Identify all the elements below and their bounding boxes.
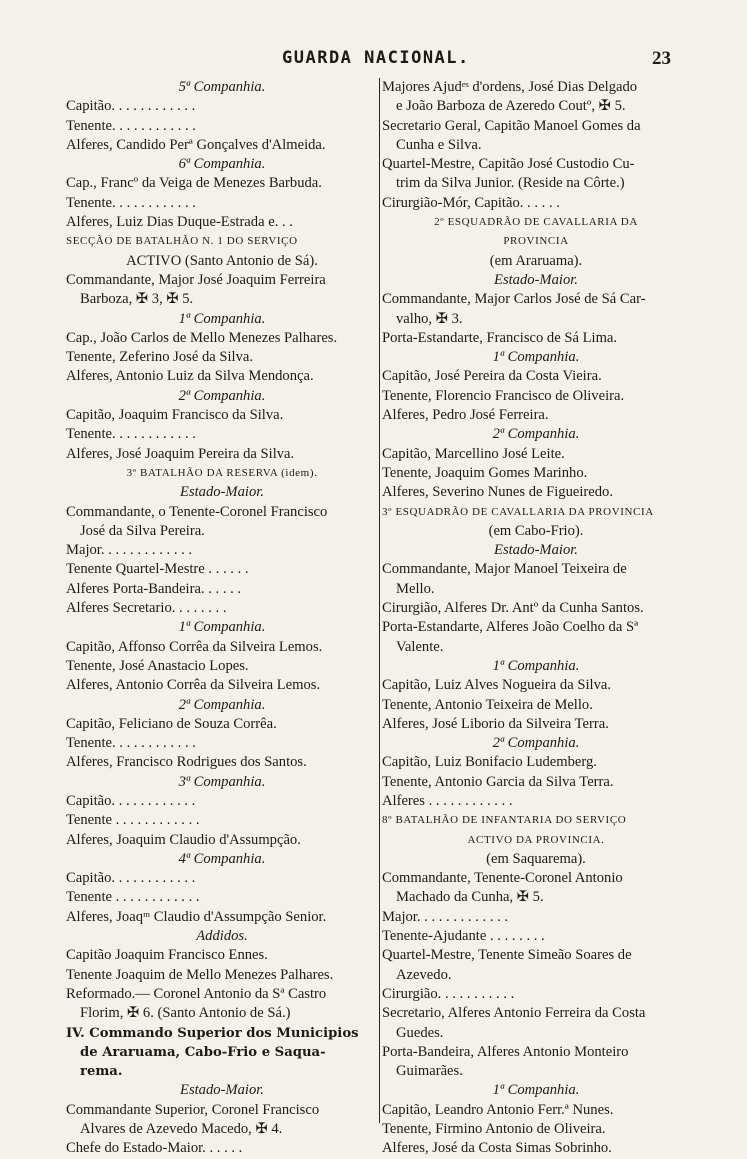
left-column-line: Tenente. . . . . . . . . . . . xyxy=(66,117,196,134)
right-column-line: 1ª Companhia. xyxy=(492,657,580,674)
right-column-line: 2ª Companhia. xyxy=(492,426,580,443)
left-column-line: Alferes, Candido Perª Gonçalves d'Almeida. xyxy=(66,136,326,153)
right-column-line: PROVINCIA xyxy=(503,235,569,248)
right-column-line: Commandante, Major Manoel Teixeira de xyxy=(382,561,627,578)
left-column-line: Major. . . . . . . . . . . . . xyxy=(66,542,193,559)
right-column-line: Porta-Estandarte, Francisco de Sá Lima. xyxy=(382,329,618,346)
page-number: 23 xyxy=(652,48,671,69)
left-column-line: 2ª Companhia. xyxy=(178,387,266,404)
right-column-line: Major. . . . . . . . . . . . . xyxy=(382,908,509,925)
left-column-line: Alferes Porta-Bandeira. . . . . . xyxy=(66,580,242,597)
left-column-line: Alferes, Francisco Rodrigues dos Santos. xyxy=(66,754,307,771)
right-column-line: Alferes, Severino Nunes de Figueiredo. xyxy=(382,484,614,501)
right-column-line: Quartel-Mestre, Tenente Simeão Soares de xyxy=(382,947,632,964)
left-column-line: 3º BATALHÃO DA RESERVA (idem). xyxy=(126,466,318,479)
right-column-line: Mello. xyxy=(396,580,435,597)
right-column-line: Secretario, Alferes Antonio Ferreira da Costa xyxy=(382,1005,646,1022)
right-column-line: Estado-Maior. xyxy=(494,542,578,559)
right-column-line: Alferes, José da Costa Simas Sobrinho. xyxy=(382,1140,612,1157)
left-column-line: IV. Commando Superior dos Municipios xyxy=(66,1025,359,1041)
left-column-line: Tenente . . . . . . . . . . . . xyxy=(66,812,200,829)
left-column-line: Chefe do Estado-Maior. . . . . . xyxy=(66,1140,243,1157)
column-divider xyxy=(379,78,380,1123)
left-column-line: Alferes, Antonio Luiz da Silva Mendonça. xyxy=(66,368,314,385)
right-column-line: 1ª Companhia. xyxy=(492,1082,580,1099)
right-column-line: Machado da Cunha, ✠ 5. xyxy=(396,889,544,906)
left-column-line: Cap., João Carlos de Mello Menezes Palhares. xyxy=(66,329,338,346)
left-column-line: Tenente, José Anastacio Lopes. xyxy=(66,657,249,674)
right-column-line: Valente. xyxy=(396,638,444,655)
right-column-line: Capitão, Leandro Antonio Ferr.ª Nunes. xyxy=(382,1101,614,1118)
left-column xyxy=(66,78,378,1157)
right-column-line: e João Barboza de Azeredo Coutº, ✠ 5. xyxy=(396,98,626,115)
left-column-line: 3ª Companhia. xyxy=(178,773,266,790)
right-column-line: 2º ESQUADRÃO DE CAVALLARIA DA xyxy=(434,216,638,229)
left-column-line: Capitão Joaquim Francisco Ennes. xyxy=(66,947,268,964)
left-column-line: Addidos. xyxy=(196,928,248,945)
left-column-line: Tenente. . . . . . . . . . . . xyxy=(66,426,196,443)
left-column-line: Capitão. . . . . . . . . . . . xyxy=(66,870,196,887)
right-column-line: Tenente, Antonio Teixeira de Mello. xyxy=(382,696,593,713)
right-column-line: Alferes, Pedro José Ferreira. xyxy=(382,407,549,424)
right-column-line: (em Araruama). xyxy=(489,252,583,269)
right-column-line: Capitão, Luiz Alves Nogueira da Silva. xyxy=(382,677,611,694)
left-column-line: Alferes, Joaqᵐ Claudio d'Assumpção Senior. xyxy=(66,908,327,925)
right-column-line: Alferes, José Liborio da Silveira Terra. xyxy=(382,715,609,732)
left-column-line: 4ª Companhia. xyxy=(178,850,266,867)
left-column-line: Capitão. . . . . . . . . . . . xyxy=(66,98,196,115)
left-column-line: 6ª Companhia. xyxy=(178,156,266,173)
left-column-line: Alferes Secretario. . . . . . . . xyxy=(66,600,227,617)
left-column-line: Capitão, Feliciano de Souza Corrêa. xyxy=(66,715,277,732)
left-column-line: Alvares de Azevedo Macedo, ✠ 4. xyxy=(80,1121,283,1138)
right-column-line: valho, ✠ 3. xyxy=(396,310,463,327)
left-column-line: Reformado.— Coronel Antonio da Sª Castro xyxy=(66,985,327,1002)
right-column-line: Tenente-Ajudante . . . . . . . . xyxy=(382,928,545,945)
right-column-line: Capitão, José Pereira da Costa Vieira. xyxy=(382,368,602,385)
right-column-line: Estado-Maior. xyxy=(494,271,578,288)
left-column-line: Alferes, Joaquim Claudio d'Assumpção. xyxy=(66,831,301,848)
right-column-line: Capitão, Marcellino José Leite. xyxy=(382,445,565,462)
right-column xyxy=(382,78,690,1157)
right-column-line: Azevedo. xyxy=(396,966,452,983)
left-column-line: ACTIVO (Santo Antonio de Sá). xyxy=(126,252,318,269)
right-column-line: Commandante, Tenente-Coronel Antonio xyxy=(382,870,623,887)
right-column-line: 3º ESQUADRÃO DE CAVALLARIA DA PROVINCIA xyxy=(382,505,654,518)
right-column-line: Cirurgião. . . . . . . . . . . xyxy=(382,985,515,1002)
left-column-line: Tenente Quartel-Mestre . . . . . . xyxy=(66,561,249,578)
right-column-line: Quartel-Mestre, Capitão José Custodio Cu- xyxy=(382,156,635,173)
left-column-line: Tenente. . . . . . . . . . . . xyxy=(66,194,196,211)
right-column-line: trim da Silva Junior. (Reside na Côrte.) xyxy=(396,175,625,192)
right-column-line: Capitão, Luiz Bonifacio Ludemberg. xyxy=(382,754,597,771)
left-column-line: Alferes, Antonio Corrêa da Silveira Lemos. xyxy=(66,677,321,694)
right-column-line: Porta-Estandarte, Alferes João Coelho da Sª xyxy=(382,619,639,636)
left-column-line: Capitão. . . . . . . . . . . . xyxy=(66,792,196,809)
right-column-line: Porta-Bandeira, Alferes Antonio Monteiro xyxy=(382,1043,629,1060)
right-column-line: (em Saquarema). xyxy=(486,850,586,867)
right-column-line: Alferes . . . . . . . . . . . . xyxy=(382,792,513,809)
left-column-line: Tenente Joaquim de Mello Menezes Palhares. xyxy=(66,966,334,983)
left-column-line: Tenente, Zeferino José da Silva. xyxy=(66,349,254,366)
left-column-line: Barboza, ✠ 3, ✠ 5. xyxy=(80,291,194,308)
left-column-line: 1ª Companhia. xyxy=(178,310,266,327)
left-column-line: 5ª Companhia. xyxy=(178,79,266,95)
right-column-line: Cunha e Silva. xyxy=(396,136,482,153)
left-column-line: Alferes, José Joaquim Pereira da Silva. xyxy=(66,445,295,462)
left-column-line: Estado-Maior. xyxy=(180,484,264,501)
right-column-line: Tenente, Firmino Antonio de Oliveira. xyxy=(382,1121,606,1138)
left-column-line: Alferes, Luiz Dias Duque-Estrada e. . . xyxy=(66,214,293,231)
left-column-line: Commandante, o Tenente-Coronel Francisco xyxy=(66,503,328,520)
left-column-line: de Araruama, Cabo-Frio e Saqua- xyxy=(80,1044,326,1060)
left-column-line: Capitão, Joaquim Francisco da Silva. xyxy=(66,407,284,424)
right-column-line: Tenente, Joaquim Gomes Marinho. xyxy=(382,464,588,481)
right-column-line: ACTIVO DA PROVINCIA. xyxy=(467,833,605,846)
left-column-line: Commandante Superior, Coronel Francisco xyxy=(66,1101,320,1118)
right-column-line: Tenente, Florencio Francisco de Oliveira. xyxy=(382,387,625,404)
left-column-line: 1ª Companhia. xyxy=(178,619,266,636)
right-column-line: (em Cabo-Frio). xyxy=(488,522,584,539)
left-column-line: Capitão, Affonso Corrêa da Silveira Lemos. xyxy=(66,638,323,655)
right-column-line: Commandante, Major Carlos José de Sá Car- xyxy=(382,291,646,308)
right-column-line: Guimarães. xyxy=(396,1063,463,1080)
right-column-line: Tenente, Antonio Garcia da Silva Terra. xyxy=(382,773,614,790)
left-column-line: Florim, ✠ 6. (Santo Antonio de Sá.) xyxy=(80,1005,291,1022)
right-column-line: Majores Ajudᵉˢ d'ordens, José Dias Delgado xyxy=(382,79,638,95)
left-column-line: Tenente . . . . . . . . . . . . xyxy=(66,889,200,906)
right-column-line: Guedes. xyxy=(396,1024,444,1041)
right-column-line: Secretario Geral, Capitão Manoel Gomes da xyxy=(382,117,641,134)
left-column-line: rema. xyxy=(80,1064,123,1080)
left-column-line: Tenente. . . . . . . . . . . . xyxy=(66,735,196,752)
right-column-line: 2ª Companhia. xyxy=(492,735,580,752)
right-column-line: Cirurgião, Alferes Dr. Antº da Cunha Santos. xyxy=(382,600,644,617)
right-column-line: 8º BATALHÃO DE INFANTARIA DO SERVIÇO xyxy=(382,814,627,827)
page-title: GUARDA NACIONAL. xyxy=(282,48,470,68)
running-header xyxy=(0,44,747,72)
right-column-line: 1ª Companhia. xyxy=(492,349,580,366)
left-column-line: Commandante, Major José Joaquim Ferreira xyxy=(66,271,326,288)
left-column-line: 2ª Companhia. xyxy=(178,696,266,713)
left-column-line: José da Silva Pereira. xyxy=(80,522,205,539)
left-column-line: Cap., Francº da Veiga de Menezes Barbuda. xyxy=(66,175,322,192)
left-column-line: Estado-Maior. xyxy=(180,1082,264,1099)
left-column-line: SECÇÃO DE BATALHÃO N. 1 DO SERVIÇO xyxy=(66,235,298,248)
right-column-line: Cirurgião-Mór, Capitão. . . . . . xyxy=(382,194,560,211)
